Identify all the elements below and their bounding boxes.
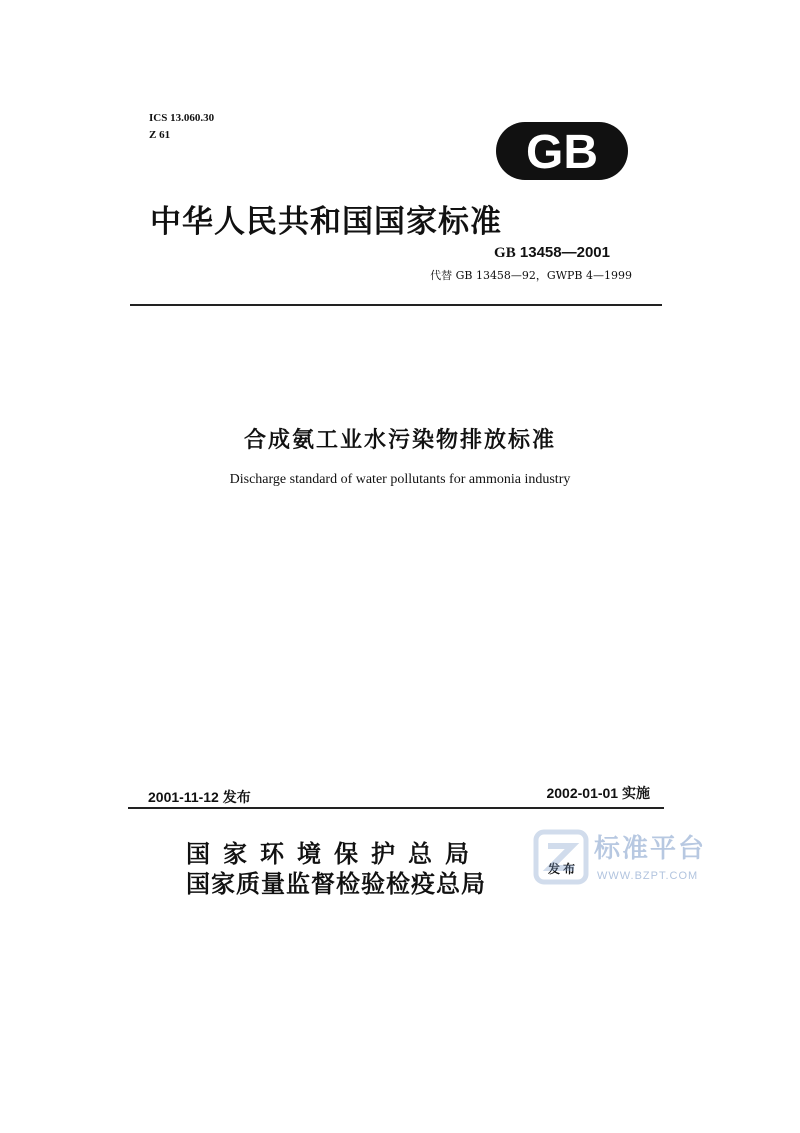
gb-logo-text: GB [526, 126, 598, 179]
national-standard-title: 中华人民共和国国家标准 [150, 204, 502, 240]
issuer-environment-bureau: 国家环境保护总局 [186, 839, 482, 868]
gb-logo [494, 120, 630, 182]
watermark-name: 标准平台 [594, 834, 707, 864]
bottom-divider [128, 807, 664, 809]
watermark-url: WWW.BZPT.COM [597, 870, 699, 882]
document-title: 合成氨工业水污染物排放标准 [243, 428, 556, 453]
ccs-code: Z 61 [149, 129, 171, 141]
publish-label: 发布 [548, 862, 579, 876]
implementation-date: 2002-01-01 实施 [546, 785, 650, 801]
watermark-logo-icon [532, 828, 590, 886]
classification-codes [149, 110, 214, 144]
top-divider [130, 304, 662, 306]
issue-date: 2001-11-12 发布 [148, 789, 251, 805]
standard-prefix: GB [494, 245, 516, 261]
standard-number [440, 244, 610, 262]
standard-code: 13458—2001 [519, 244, 610, 261]
document-title-english: Discharge standard of water pollutants for ammonia industry [229, 472, 571, 487]
issuer-quality-bureau: 国家质量监督检验检疫总局 [186, 869, 486, 898]
replaces-note: 代替 GB 13458—92，GWPB 4—1999 [430, 269, 632, 282]
ics-code: ICS 13.060.30 [149, 112, 215, 124]
